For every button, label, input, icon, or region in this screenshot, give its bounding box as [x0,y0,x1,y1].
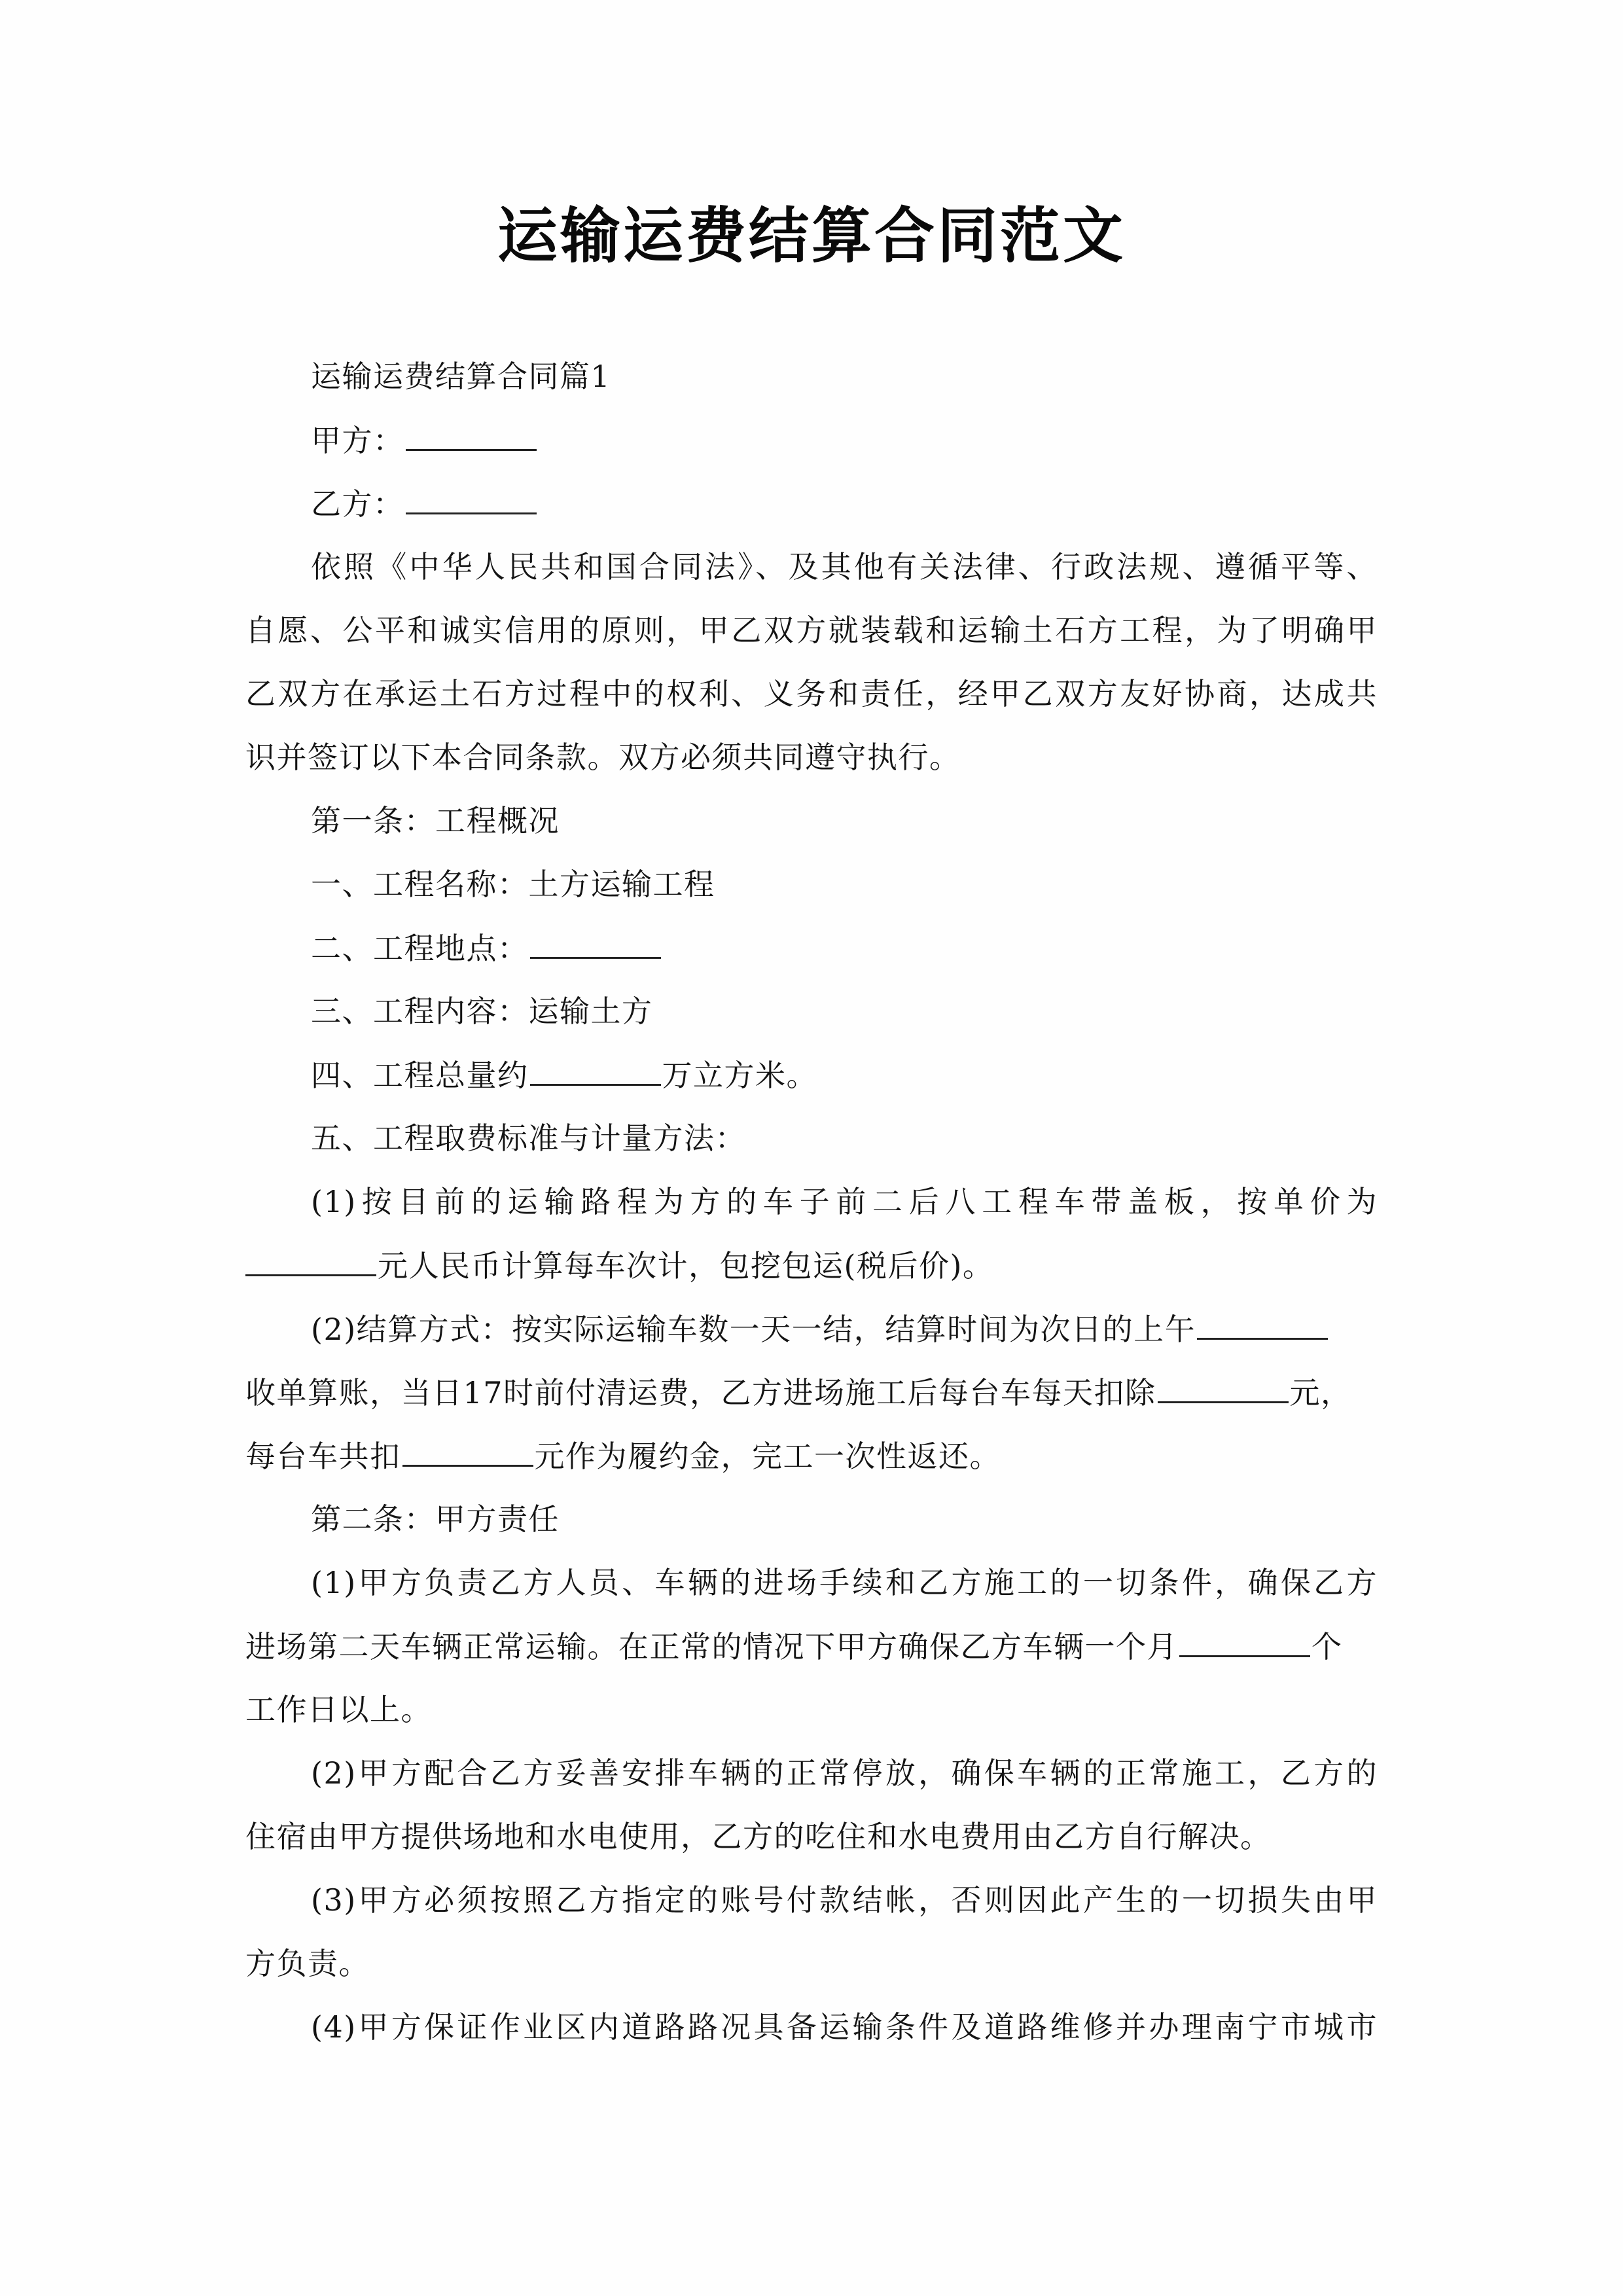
clause-2-3-line-1: (3)甲方必须按照乙方指定的账号付款结帐，否则因此产生的一切损失由甲 [311,1882,1378,1918]
article-1-item-1: 一、工程名称：土方运输工程 [311,867,715,902]
clause-1-2-line-3-before: 每台车共扣 [245,1439,401,1474]
clause-1-1-line-2 [245,1246,1384,1285]
section-subtitle: 运输运费结算合同篇1 [311,359,611,394]
party-b-blank[interactable] [406,484,537,514]
party-a-blank[interactable] [406,420,537,451]
clause-1-2-line-2 [245,1372,1384,1412]
clause-2-1-line-3: 工作日以上。 [245,1692,432,1727]
article-1-item-5: 五、工程取费标准与计量方法： [311,1121,746,1156]
volume-blank[interactable] [530,1055,661,1086]
clause-1-1-line-2-text: 元人民币计算每车次计，包挖包运(税后价)。 [378,1248,994,1283]
clause-2-1-line-2-after: 个 [1311,1629,1343,1664]
article-1-item-3: 三、工程内容：运输土方 [311,994,653,1029]
clause-2-4-line-1: (4)甲方保证作业区内道路路况具备运输条件及道路维修并办理南宁市城市 [311,2009,1378,2045]
clause-1-2-line-3-after: 元作为履约金，完工一次性返还。 [534,1439,1001,1474]
preamble-line-2: 自愿、公平和诚实信用的原则，甲乙双方就装载和运输土石方工程，为了明确甲 [245,613,1378,648]
clause-2-1-line-2-text: 进场第二天车辆正常运输。在正常的情况下甲方确保乙方车辆一个月 [245,1629,1178,1664]
settlement-time-blank[interactable] [1197,1309,1328,1340]
deposit-blank[interactable] [402,1436,533,1467]
daily-deduction-blank[interactable] [1158,1372,1289,1403]
party-b-label: 乙方： [311,486,404,522]
party-a-label: 甲方： [311,423,404,458]
clause-2-2-line-1: (2)甲方配合乙方妥善安排车辆的正常停放，确保车辆的正常施工，乙方的 [311,1755,1378,1791]
item-4-after: 万立方米。 [662,1058,817,1093]
preamble-line-4: 识并签订以下本合同条款。双方必须共同遵守执行。 [245,740,961,775]
working-days-blank[interactable] [1179,1626,1310,1657]
clause-1-2-line-1 [311,1309,1450,1349]
clause-1-2-line-2-after: 元， [1289,1375,1352,1410]
article-1-item-2 [311,928,1450,968]
item-4-before: 四、工程总量约 [311,1058,529,1093]
item-2-label: 二、工程地点： [311,931,529,966]
preamble-line-3: 乙双方在承运土石方过程中的权利、义务和责任，经甲乙双方友好协商，达成共 [245,676,1378,711]
clause-2-2-line-2: 住宿由甲方提供场地和水电使用，乙方的吃住和水电费用由乙方自行解决。 [245,1819,1272,1854]
clause-2-1-line-2 [245,1626,1384,1666]
clause-1-1-line-1: (1)按目前的运输路程为方的车子前二后八工程车带盖板，按单价为 [311,1184,1378,1219]
party-a-line [311,420,1450,460]
clause-1-2-line-3 [245,1436,1384,1476]
clause-1-2-line-2-text: 收单算账，当日17时前付清运费，乙方进场施工后每台车每天扣除 [245,1375,1156,1410]
clause-2-1-line-1: (1)甲方负责乙方人员、车辆的进场手续和乙方施工的一切条件，确保乙方 [311,1565,1378,1600]
article-1-item-4 [311,1055,1450,1095]
location-blank[interactable] [530,928,661,959]
article-2-heading: 第二条：甲方责任 [311,1501,560,1537]
unit-price-blank[interactable] [245,1246,376,1276]
preamble-line-1: 依照《中华人民共和国合同法》、及其他有关法律、行政法规、遵循平等、 [311,549,1378,584]
article-1-heading: 第一条：工程概况 [311,803,560,838]
document-title: 运输运费结算合同范文 [497,200,1126,271]
clause-2-3-line-2: 方负责。 [245,1946,370,1981]
clause-1-2-line-1-text: (2)结算方式：按实际运输车数一天一结，结算时间为次日的上午 [311,1312,1196,1347]
party-b-line [311,484,1450,524]
